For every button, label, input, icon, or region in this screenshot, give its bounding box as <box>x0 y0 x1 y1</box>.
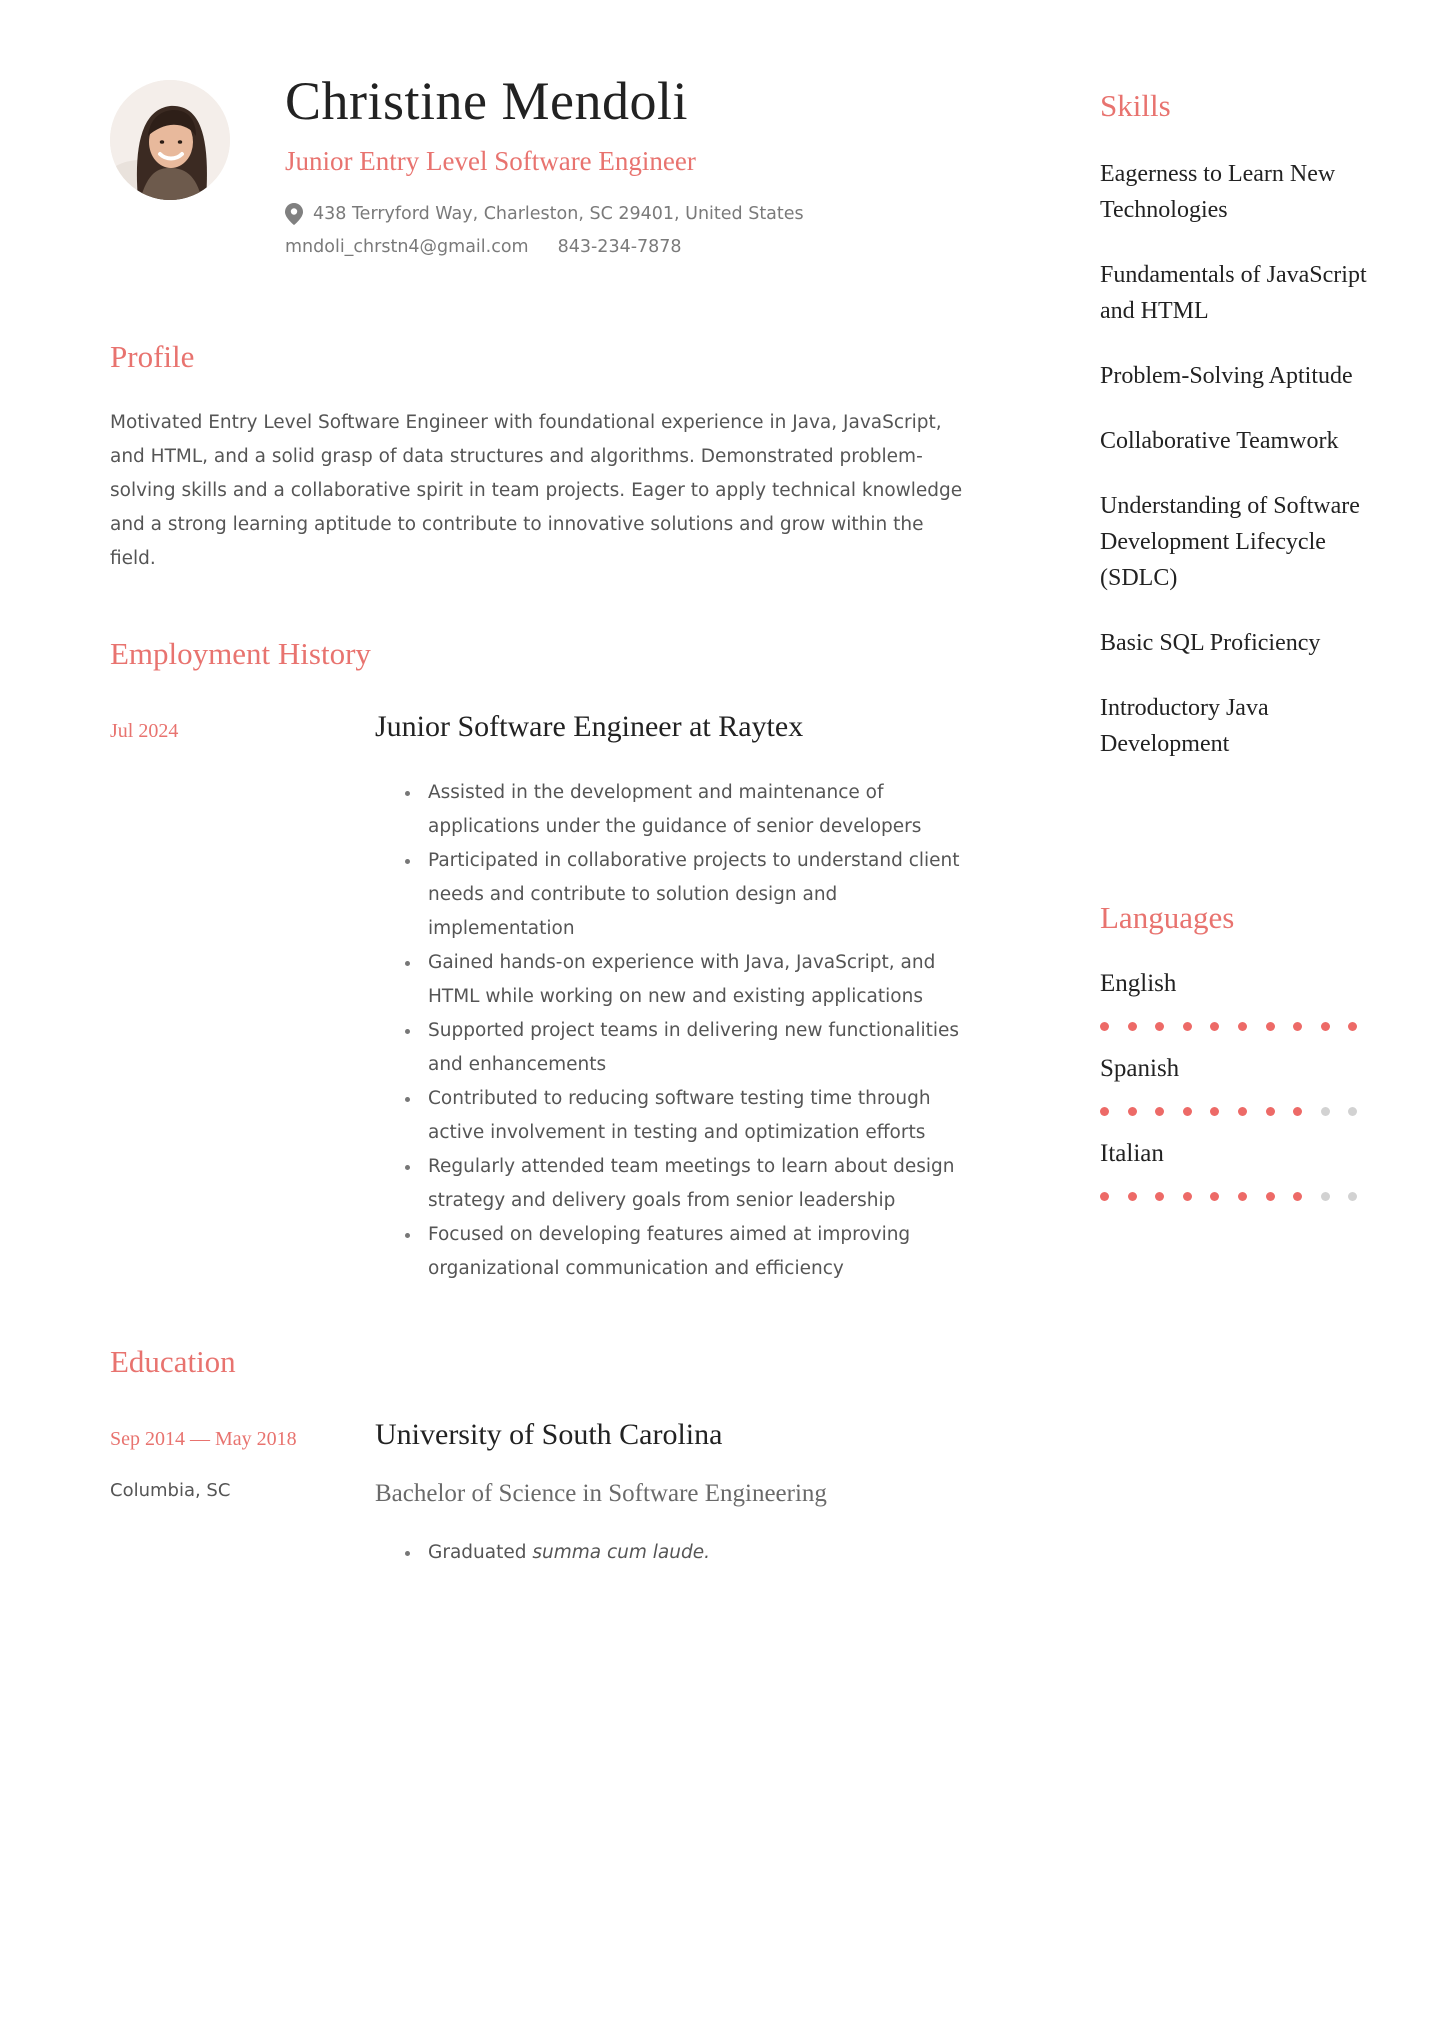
level-dot-filled <box>1266 1192 1275 1201</box>
address-row <box>285 203 804 225</box>
school-name: University of South Carolina <box>375 1418 723 1451</box>
honor-emphasis: summa cum laude. <box>532 1542 710 1563</box>
phone-number[interactable]: 843-234-7878 <box>557 237 682 257</box>
skill-item: Fundamentals of JavaScript and HTML <box>1100 262 1367 324</box>
level-dot-filled <box>1210 1107 1219 1116</box>
language-spanish <box>1100 1051 1390 1116</box>
level-dot-filled <box>1293 1107 1302 1116</box>
level-dot-empty <box>1348 1107 1357 1116</box>
level-dot-filled <box>1238 1107 1247 1116</box>
level-dot-filled <box>1321 1022 1330 1031</box>
job-date: Jul 2024 <box>110 720 179 742</box>
level-dot-filled <box>1238 1192 1247 1201</box>
job-bullet-list <box>400 776 980 1286</box>
list-item: Participated in collaborative projects to understand client needs and contribute to solution design and implementation <box>400 844 980 946</box>
skill-item: Understanding of Software Development Lifecycle (SDLC) <box>1100 493 1360 591</box>
level-dot-filled <box>1183 1107 1192 1116</box>
level-dot-filled <box>1128 1107 1137 1116</box>
job-title-entry: Junior Software Engineer at Raytex <box>375 710 804 743</box>
level-dot-filled <box>1238 1022 1247 1031</box>
level-dot-filled <box>1100 1022 1109 1031</box>
level-dot-filled <box>1293 1192 1302 1201</box>
honor-prefix: Graduated <box>428 1542 533 1563</box>
level-dot-filled <box>1128 1192 1137 1201</box>
languages-heading: Languages <box>1100 900 1235 935</box>
language-english <box>1100 966 1390 1031</box>
level-dot-filled <box>1155 1022 1164 1031</box>
list-item: Focused on developing features aimed at improving organizational communication and efficiency <box>400 1218 980 1286</box>
education-location: Columbia, SC <box>110 1480 231 1501</box>
email-link[interactable]: mndoli_chrstn4@gmail.com <box>285 237 529 257</box>
level-dot-empty <box>1321 1107 1330 1116</box>
level-dot-filled <box>1210 1192 1219 1201</box>
list-item: Regularly attended team meetings to learn about design strategy and delivery goals from senior leadership <box>400 1150 980 1218</box>
list-item <box>400 1536 980 1570</box>
skill-item: Basic SQL Proficiency <box>1100 630 1321 656</box>
list-item: Gained hands-on experience with Java, JavaScript, and HTML while working on new and existing applications <box>400 946 980 1014</box>
education-date: Sep 2014 — May 2018 <box>110 1428 297 1450</box>
level-dot-filled <box>1348 1022 1357 1031</box>
profile-photo <box>110 80 230 200</box>
skill-item: Collaborative Teamwork <box>1100 428 1339 454</box>
level-dot-filled <box>1155 1107 1164 1116</box>
job-title: Junior Entry Level Software Engineer <box>285 146 696 176</box>
level-dot-filled <box>1183 1192 1192 1201</box>
language-level-dots <box>1100 1107 1390 1116</box>
degree-name: Bachelor of Science in Software Engineering <box>375 1480 827 1507</box>
level-dot-filled <box>1100 1107 1109 1116</box>
level-dot-filled <box>1128 1022 1137 1031</box>
level-dot-filled <box>1210 1022 1219 1031</box>
skills-heading: Skills <box>1100 88 1171 123</box>
skill-item: Problem-Solving Aptitude <box>1100 363 1353 389</box>
language-italian <box>1100 1136 1390 1201</box>
map-pin-icon <box>285 203 303 225</box>
list-item: Assisted in the development and maintenance of applications under the guidance of senior developers <box>400 776 980 844</box>
skill-item: Introductory Java Development <box>1100 695 1269 757</box>
language-level-dots <box>1100 1192 1390 1201</box>
level-dot-filled <box>1100 1192 1109 1201</box>
list-item: Contributed to reducing software testing time through active involvement in testing and optimization efforts <box>400 1082 980 1150</box>
profile-summary: Motivated Entry Level Software Engineer with foundational experience in Java, JavaScript, and HTML, and a solid grasp of data structures and algorithms. Demonstrated problem-solving skills and a collaborative spirit in team projects. Eager to apply technical knowledge and a strong learning aptitude to contribute to innovative solutions and grow within the field. <box>110 412 963 569</box>
language-name: Spanish <box>1100 1055 1180 1082</box>
level-dot-filled <box>1266 1107 1275 1116</box>
education-bullet-list <box>400 1536 980 1570</box>
education-heading: Education <box>110 1344 236 1379</box>
candidate-name: Christine Mendoli <box>285 71 688 131</box>
level-dot-empty <box>1348 1192 1357 1201</box>
list-item: Supported project teams in delivering new functionalities and enhancements <box>400 1014 980 1082</box>
contact-row <box>285 237 682 257</box>
skills-list <box>1100 156 1390 791</box>
language-name: Italian <box>1100 1140 1164 1167</box>
skill-item: Eagerness to Learn New Technologies <box>1100 161 1336 223</box>
level-dot-filled <box>1293 1022 1302 1031</box>
language-name: English <box>1100 970 1177 997</box>
address-text: 438 Terryford Way, Charleston, SC 29401, United States <box>313 204 804 224</box>
level-dot-filled <box>1155 1192 1164 1201</box>
level-dot-filled <box>1183 1022 1192 1031</box>
profile-heading: Profile <box>110 339 195 374</box>
employment-heading: Employment History <box>110 636 371 671</box>
language-level-dots <box>1100 1022 1390 1031</box>
level-dot-filled <box>1266 1022 1275 1031</box>
level-dot-empty <box>1321 1192 1330 1201</box>
